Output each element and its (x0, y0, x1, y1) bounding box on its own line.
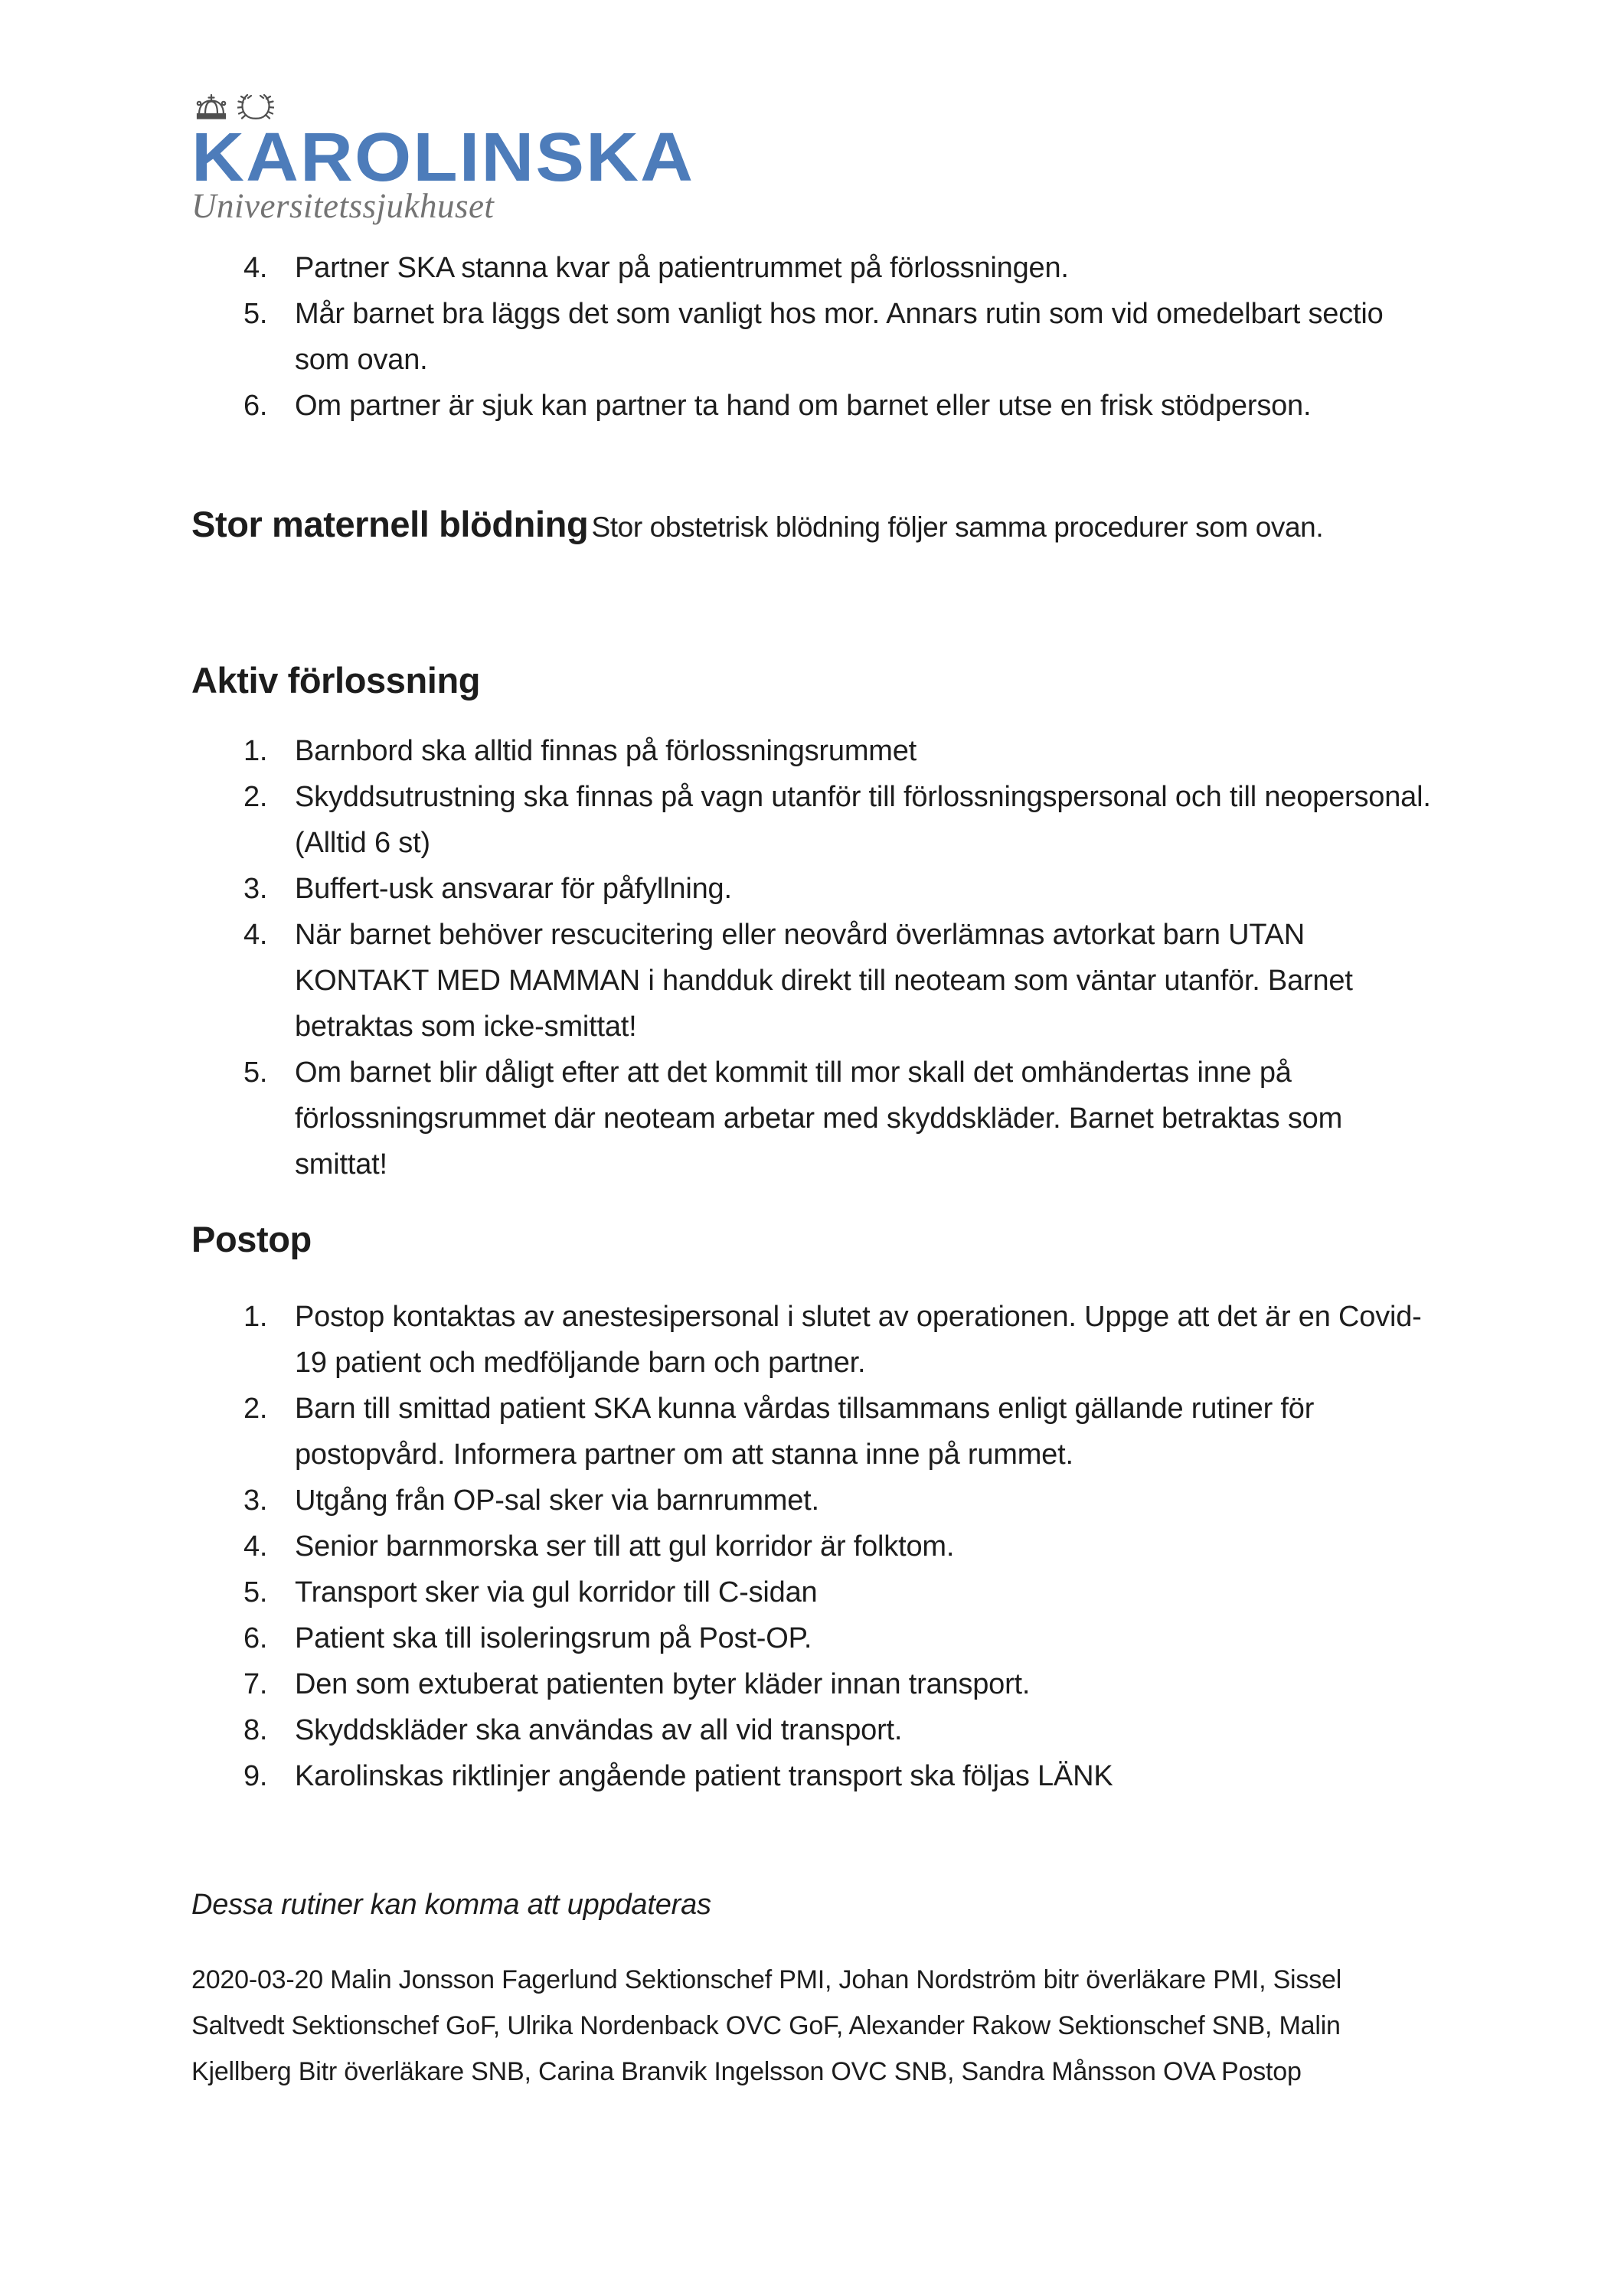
laurel-wreath-icon (237, 92, 274, 122)
patient-transport-link[interactable]: LÄNK (1037, 1760, 1113, 1792)
section-inline-text: Stor obstetrisk blödning följer samma procedurer som ovan. (591, 511, 1324, 543)
list-item-number: 6. (243, 390, 268, 422)
list-item-number: 2. (243, 1393, 268, 1425)
list-item-text: Transport sker via gul korridor till C-sidan (295, 1576, 818, 1609)
list-item-number: 5. (243, 1576, 268, 1609)
list-item (191, 1050, 1433, 1187)
postop-list (191, 1294, 1433, 1799)
list-item-number: 1. (243, 1301, 268, 1333)
list-item (191, 1707, 1433, 1753)
list-item-text: Patient ska till isoleringsrum på Post-OP. (295, 1622, 812, 1654)
list-item-text: Barn till smittad patient SKA kunna vårdas tillsammans enligt gällande rutiner för postopvård. Informera partner om att stanna inne på rummet. (295, 1393, 1315, 1471)
section-heading-postop: Postop (191, 1219, 312, 1259)
list-item (191, 1615, 1433, 1661)
list-item-text: Postop kontaktas av anestesipersonal i slutet av operationen. Uppge att det är en Covid-19 patient och medföljande barn och partner. (295, 1301, 1422, 1379)
list-item-text: Senior barnmorska ser till att gul korridor är folktom. (295, 1530, 955, 1563)
aktiv-forlossning-list (191, 728, 1433, 1187)
list-item-number: 8. (243, 1714, 268, 1746)
list-item-text: Skyddsutrustning ska finnas på vagn utanför till förlossningspersonal och till neopersonal. (Alltid 6 st) (295, 781, 1431, 859)
list-item (191, 774, 1433, 866)
list-item-text: Den som extuberat patienten byter kläder innan transport. (295, 1668, 1031, 1700)
list-item-text: Skyddskläder ska användas av all vid transport. (295, 1714, 903, 1746)
list-item (191, 1524, 1433, 1569)
list-item (191, 1661, 1433, 1707)
crown-icon (194, 93, 229, 122)
logo-title: KAROLINSKA (191, 119, 695, 196)
list-item-text: När barnet behöver rescucitering eller neovård överlämnas avtorkat barn UTAN KONTAKT MED MAMMAN i handduk direkt till neoteam som väntar utanför. Barnet betraktas som icke-smittat! (295, 919, 1353, 1043)
list-item (191, 291, 1433, 383)
list-item-text: Barnbord ska alltid finnas på förlossningsrummet (295, 735, 917, 767)
list-item-number: 4. (243, 1530, 268, 1563)
intro-numbered-list (191, 245, 1433, 429)
list-item-number: 5. (243, 298, 268, 330)
list-item-text: Partner SKA stanna kvar på patientrummet på förlossningen. (295, 252, 1069, 284)
section-heading-aktiv-forlossning: Aktiv förlossning (191, 660, 481, 701)
list-item (191, 728, 1433, 774)
section-heading: Stor maternell blödning (191, 504, 589, 544)
list-item (191, 912, 1433, 1050)
list-item (191, 245, 1433, 291)
list-item-text: Om barnet blir dåligt efter att det kommit till mor skall det omhändertas inne på förlossningsrummet där neoteam arbetar med skyddskläder. Barnet betraktas som smittat! (295, 1057, 1343, 1181)
list-item-text-part: Karolinskas riktlinjer angående patient transport ska följas (295, 1760, 1030, 1792)
logo-subtitle: Universitetssjukhuset (191, 187, 495, 225)
list-item (191, 1294, 1433, 1386)
logo-icons (194, 92, 1433, 122)
list-item-number: 7. (243, 1668, 268, 1700)
list-item-number: 4. (243, 919, 268, 951)
update-note: Dessa rutiner kan komma att uppdateras (191, 1889, 711, 1921)
list-item-number: 3. (243, 873, 268, 905)
section-stor-maternell-blodning (191, 503, 1433, 555)
list-item-number: 9. (243, 1760, 268, 1792)
list-item (191, 383, 1433, 429)
list-item-text (295, 1753, 1433, 1799)
list-item (191, 1753, 1433, 1799)
list-item-number: 6. (243, 1622, 268, 1654)
list-item-text: Mår barnet bra läggs det som vanligt hos mor. Annars rutin som vid omedelbart sectio som ovan. (295, 298, 1384, 376)
list-item-number: 5. (243, 1057, 268, 1089)
list-item-text: Buffert-usk ansvarar för påfyllning. (295, 873, 732, 905)
list-item-number: 4. (243, 252, 268, 284)
list-item (191, 1569, 1433, 1615)
list-item-number: 3. (243, 1484, 268, 1517)
list-item (191, 1386, 1433, 1478)
signatories-paragraph: 2020-03-20 Malin Jonsson Fagerlund Sektionschef PMI, Johan Nordström bitr överläkare PMI, Sissel Saltvedt Sektionschef GoF, Ulrika Nordenback OVC GoF, Alexander Rakow Sektionschef SNB, Malin Kjellberg Bitr överläkare SNB, Carina Branvik Ingelsson OVC SNB, Sandra Månsson OVA Postop (191, 1965, 1342, 2086)
list-item (191, 866, 1433, 912)
list-item-number: 2. (243, 781, 268, 813)
list-item-text: Om partner är sjuk kan partner ta hand om barnet eller utse en frisk stödperson. (295, 390, 1312, 422)
karolinska-logo (191, 92, 1433, 224)
list-item-number: 1. (243, 735, 268, 767)
list-item (191, 1478, 1433, 1524)
list-item-text: Utgång från OP-sal sker via barnrummet. (295, 1484, 819, 1517)
